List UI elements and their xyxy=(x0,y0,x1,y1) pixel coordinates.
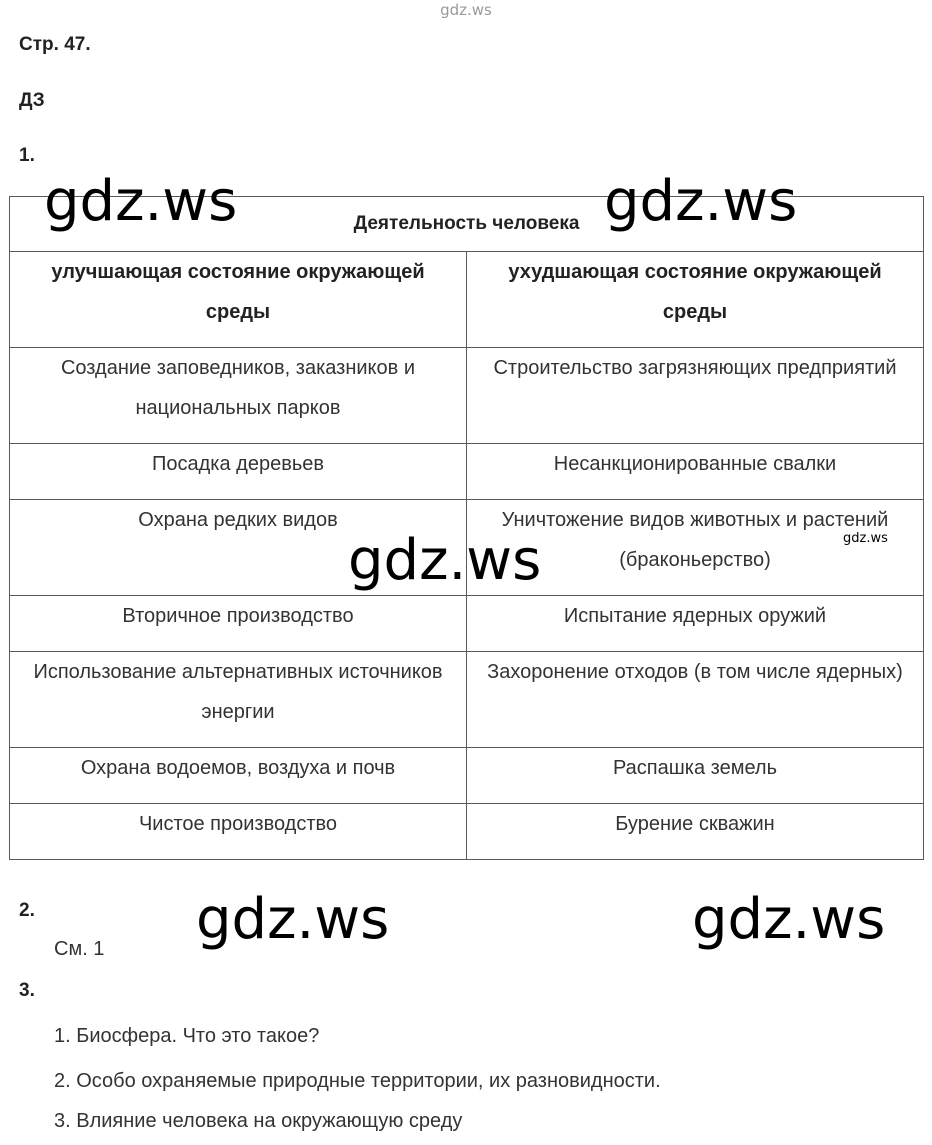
watermark-large: gdz.ws xyxy=(44,169,238,234)
watermark-small: gdz.ws xyxy=(843,531,888,546)
table-cell-worsening: Распашка земель xyxy=(467,748,924,804)
list-item: 2. Особо охраняемые природные территории, их разновидности. xyxy=(54,1070,661,1092)
table-cell-improving: Создание заповедников, заказников и национальных парков xyxy=(10,348,467,444)
table-cell-improving: Вторичное производство xyxy=(10,596,467,652)
watermark-top: gdz.ws xyxy=(440,1,492,19)
list-item: 3. Влияние человека на окружающую среду xyxy=(54,1110,463,1132)
watermark-large: gdz.ws xyxy=(692,887,886,952)
section-title: ДЗ xyxy=(19,90,45,111)
table-row xyxy=(10,652,924,748)
table-row xyxy=(10,596,924,652)
watermark-large: gdz.ws xyxy=(604,169,798,234)
table-row xyxy=(10,444,924,500)
table-row xyxy=(10,748,924,804)
watermark-large: gdz.ws xyxy=(348,528,542,593)
table-row xyxy=(10,804,924,860)
table-cell-improving: Посадка деревьев xyxy=(10,444,467,500)
table-row xyxy=(10,348,924,444)
table-cell-worsening: Уничтожение видов животных и растений (браконьерство) xyxy=(467,500,924,596)
task-2-number: 2. xyxy=(19,900,35,921)
table-cell-improving: Использование альтернативных источников энергии xyxy=(10,652,467,748)
table-cell-worsening: Строительство загрязняющих предприятий xyxy=(467,348,924,444)
watermark-large: gdz.ws xyxy=(196,887,390,952)
table-cell-worsening: Испытание ядерных оружий xyxy=(467,596,924,652)
column-header-worsening: ухудшающая состояние окружающей среды xyxy=(467,252,924,348)
task-3-number: 3. xyxy=(19,980,35,1001)
table-cell-improving: Охрана редких видов xyxy=(10,500,467,596)
table-cell-worsening: Несанкционированные свалки xyxy=(467,444,924,500)
table-cell-worsening: Захоронение отходов (в том числе ядерных) xyxy=(467,652,924,748)
table-title: Деятельность человека xyxy=(10,197,924,252)
task-1-number: 1. xyxy=(19,145,35,166)
table-cell-improving: Чистое производство xyxy=(10,804,467,860)
column-header-improving: улучшающая состояние окружающей среды xyxy=(10,252,467,348)
page-reference: Стр. 47. xyxy=(19,34,91,55)
task-2-answer: См. 1 xyxy=(54,938,105,960)
table-cell-worsening: Бурение скважин xyxy=(467,804,924,860)
list-item: 1. Биосфера. Что это такое? xyxy=(54,1025,320,1047)
table-cell-improving: Охрана водоемов, воздуха и почв xyxy=(10,748,467,804)
